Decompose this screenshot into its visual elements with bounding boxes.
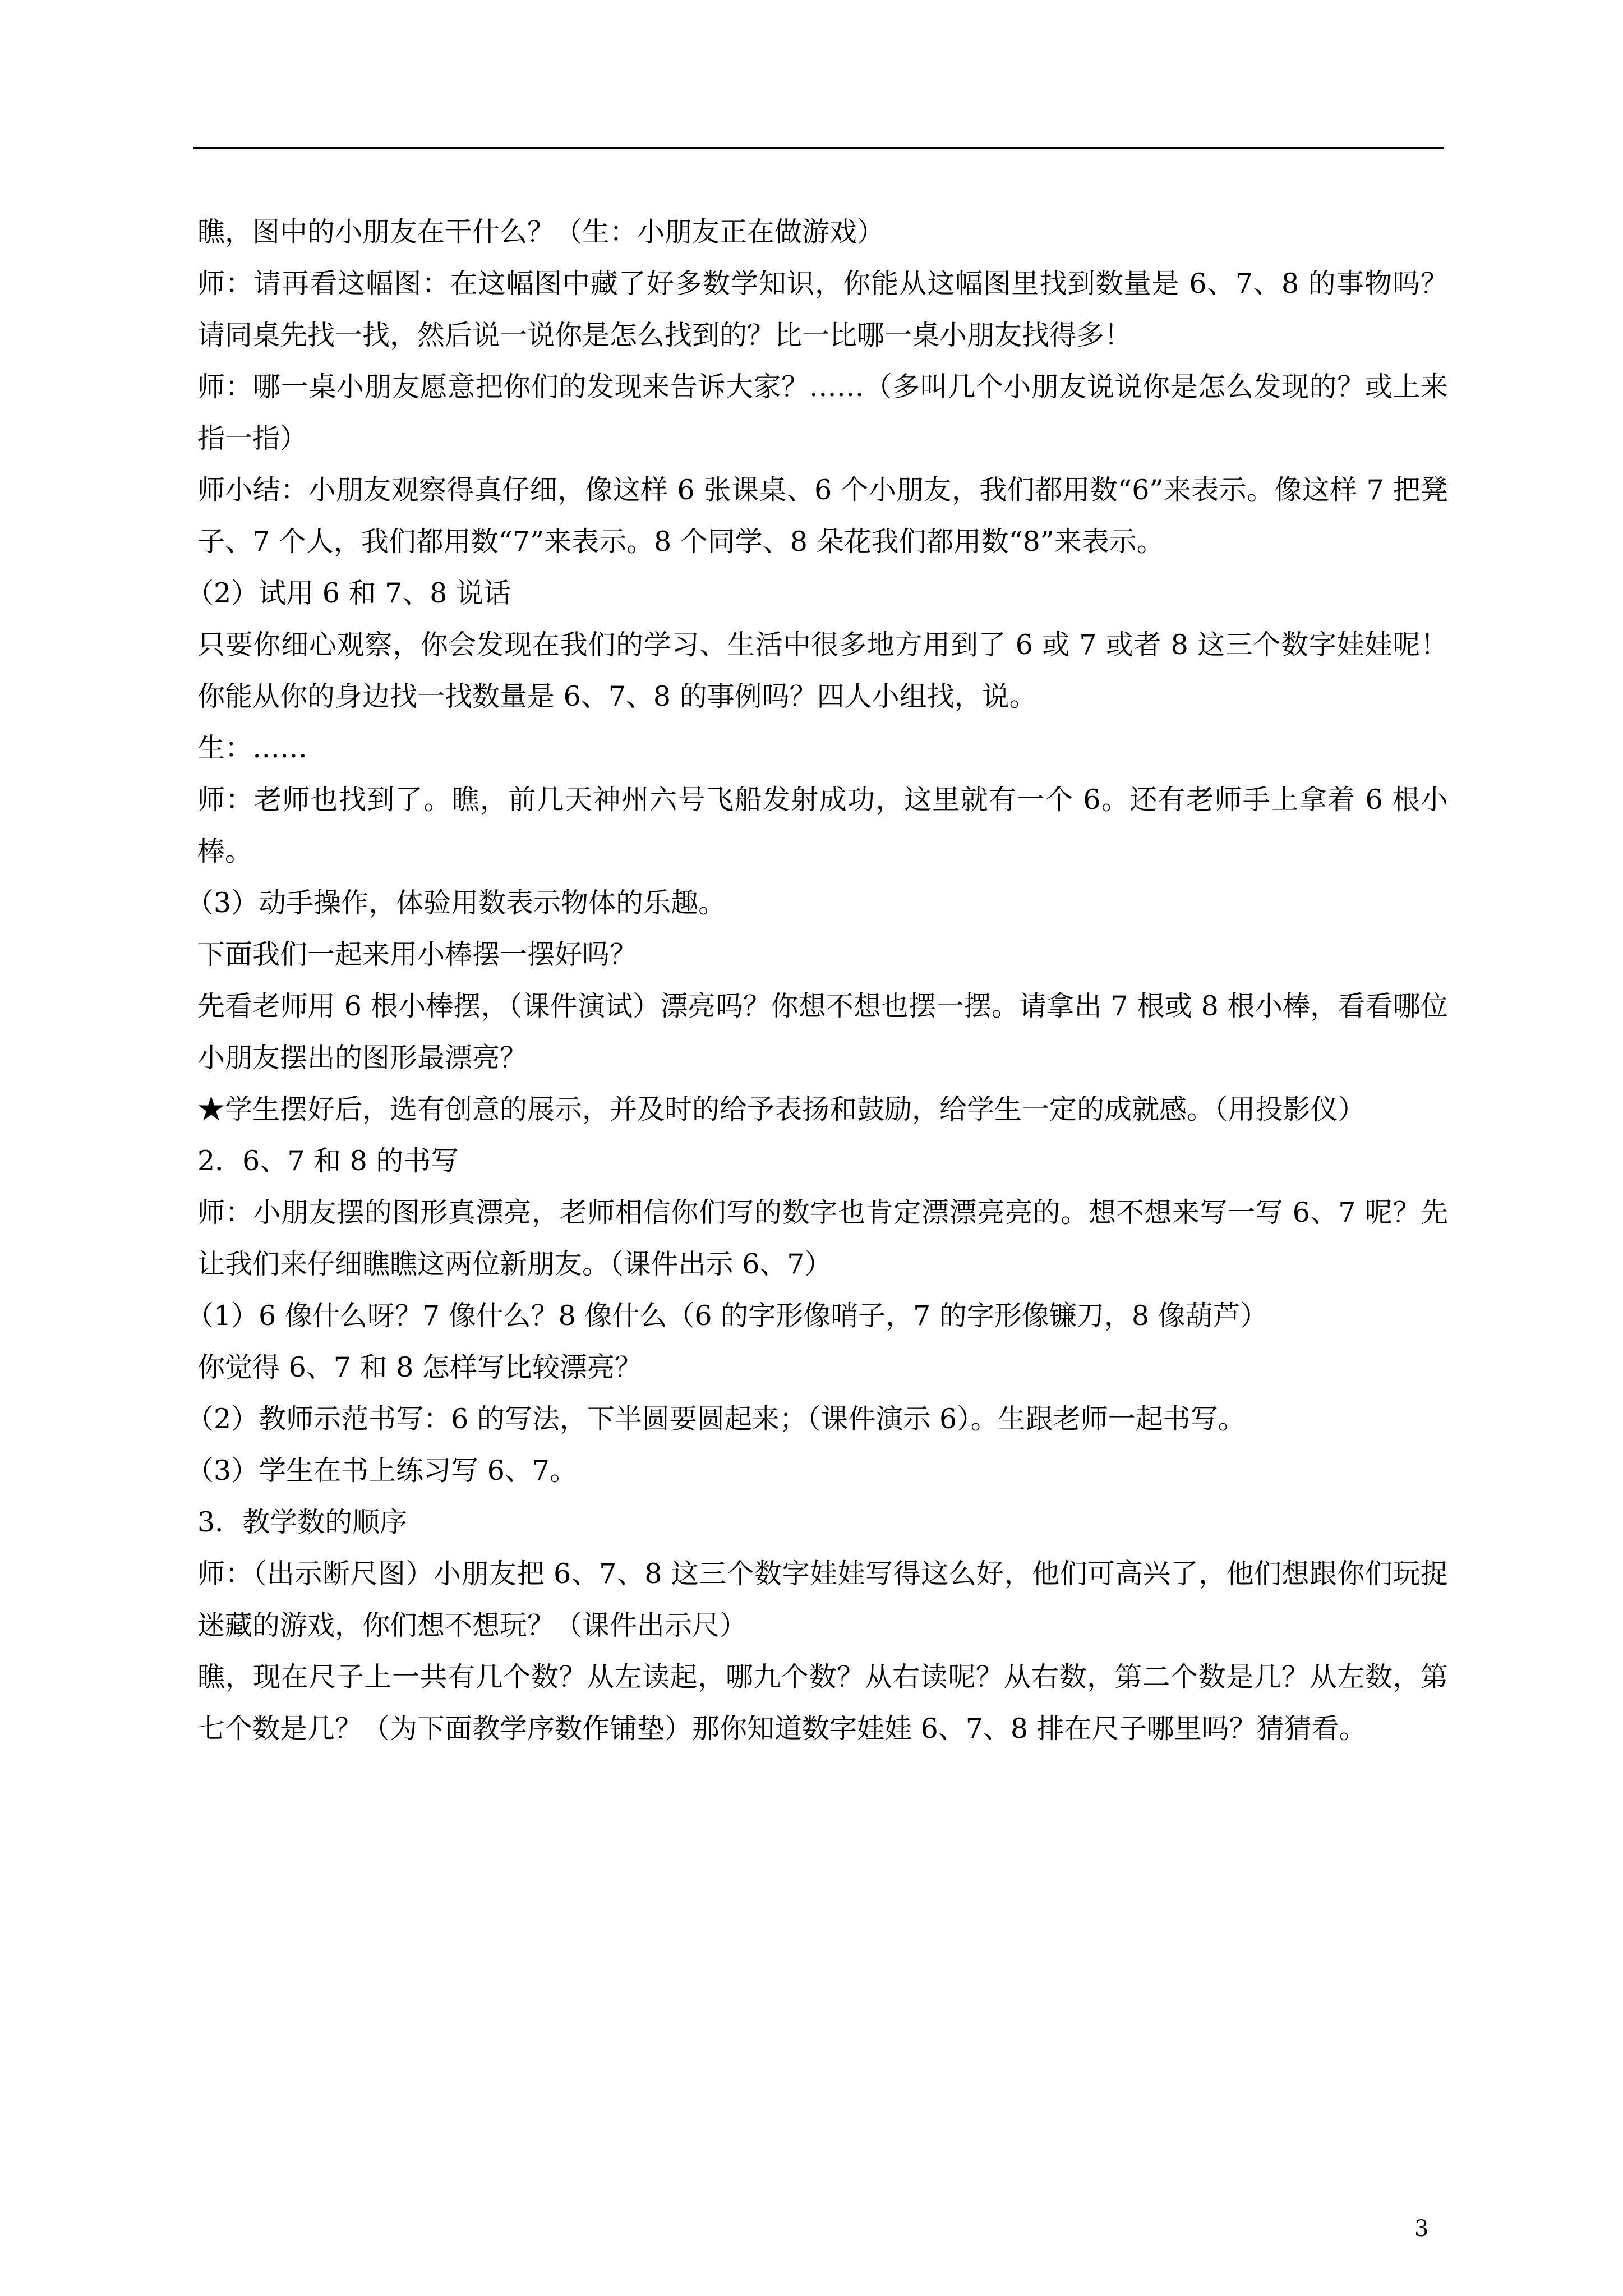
section-heading: 2．6、7 和 8 的书写 <box>197 1145 459 1177</box>
list-item: （1）6 像什么呀？7 像什么？8 像什么（6 的字形像哨子，7 的字形像镰刀，8 像葫芦） <box>186 1300 1268 1332</box>
paragraph: 下面我们一起来用小棒摆一摆好吗？ <box>197 938 638 970</box>
paragraph: 生：…… <box>197 732 308 764</box>
page-number: 3 <box>1414 2216 1429 2242</box>
paragraph: 只要你细心观察，你会发现在我们的学习、生活中很多地方用到了 6 或 7 或者 8 这三个数字娃娃呢！你能从你的身边找一找数量是 6、7、8 的事例吗？四人小组找，说。 <box>197 629 1448 712</box>
paragraph: 师：哪一桌小朋友愿意把你们的发现来告诉大家？……（多叫几个小朋友说说你是怎么发现的？或上来指一指） <box>197 371 1448 454</box>
list-item: （2）教师示范书写：6 的写法，下半圆要圆起来；（课件演示 6）。生跟老师一起书写。 <box>186 1403 1246 1435</box>
paragraph: 你觉得 6、7 和 8 怎样写比较漂亮？ <box>197 1351 642 1383</box>
paragraph: 师：老师也找到了。瞧，前几天神州六号飞船发射成功，这里就有一个 6。还有老师手上拿着 6 根小棒。 <box>197 784 1448 867</box>
subheading: （2）试用 6 和 7、8 说话 <box>186 577 511 609</box>
paragraph: 师：小朋友摆的图形真漂亮，老师相信你们写的数字也肯定漂漂亮亮的。想不想来写一写 6、7 呢？先让我们来仔细瞧瞧这两位新朋友。（课件出示 6、7） <box>197 1197 1448 1280</box>
paragraph: 瞧，现在尺子上一共有几个数？从左读起，哪九个数？从右读呢？从右数，第二个数是几？从左数，第七个数是几？（为下面教学序数作铺垫）那你知道数字娃娃 6、7、8 排在尺子哪里吗？猜猜看。 <box>197 1661 1448 1745</box>
paragraph: 师小结：小朋友观察得真仔细，像这样 6 张课桌、6 个小朋友，我们都用数“6”来表示。像这样 7 把凳子、7 个人，我们都用数“7”来表示。8 个同学、8 朵花我们都用数“8”来表示。 <box>197 474 1448 558</box>
paragraph: 师：请再看这幅图：在这幅图中藏了好多数学知识，你能从这幅图里找到数量是 6、7、8 的事物吗？请同桌先找一找，然后说一说你是怎么找到的？比一比哪一桌小朋友找得多！ <box>197 268 1448 351</box>
paragraph: 瞧，图中的小朋友在干什么？（生：小朋友正在做游戏） <box>197 216 885 248</box>
header-rule <box>193 147 1444 149</box>
paragraph: ★学生摆好后，选有创意的展示，并及时的给予表扬和鼓励，给学生一定的成就感。（用投影仪） <box>197 1093 1366 1125</box>
document-body <box>186 206 1448 1755</box>
paragraph: 师：（出示断尺图）小朋友把 6、7、8 这三个数字娃娃写得这么好，他们可高兴了，他们想跟你们玩捉迷藏的游戏，你们想不想玩？（课件出示尺） <box>197 1558 1448 1641</box>
subheading: （3）动手操作，体验用数表示物体的乐趣。 <box>186 887 726 919</box>
section-heading: 3．教学数的顺序 <box>197 1506 408 1538</box>
paragraph: 先看老师用 6 根小棒摆，（课件演试）漂亮吗？你想不想也摆一摆。请拿出 7 根或 8 根小棒，看看哪位小朋友摆出的图形最漂亮？ <box>197 990 1448 1074</box>
list-item: （3）学生在书上练习写 6、7。 <box>186 1455 578 1487</box>
